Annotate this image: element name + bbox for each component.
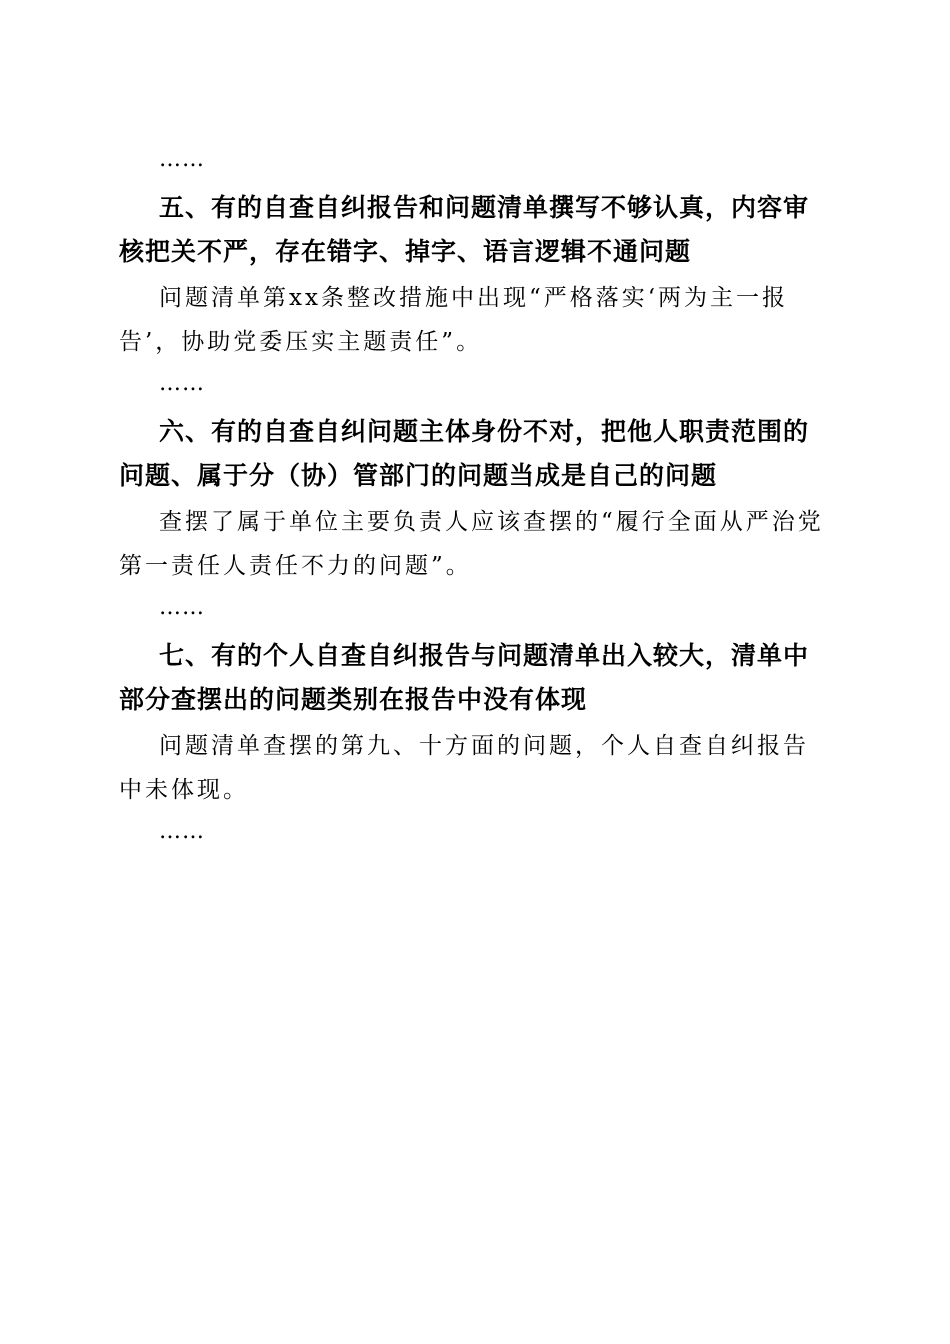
section-heading: 七、有的个人自查自纠报告与问题清单出入较大，清单中部分查摆出的问题类别在报告中没有体现 xyxy=(119,641,810,714)
section-7 xyxy=(119,634,831,852)
section-heading: 六、有的自查自纠问题主体身份不对，把他人职责范围的问题、属于分（协）管部门的问题当成是自己的问题 xyxy=(119,417,810,490)
section-body: 查摆了属于单位主要负责人应该查摆的“履行全面从严治党第一责任人责任不力的问题”。 xyxy=(119,509,824,579)
section-ellipsis: …… xyxy=(159,819,205,844)
section-ellipsis: …… xyxy=(159,595,205,620)
section-heading: 五、有的自查自纠报告和问题清单撰写不够认真，内容审核把关不严，存在错字、掉字、语言逻辑不通问题 xyxy=(119,193,810,266)
section-6 xyxy=(119,410,831,628)
leading-ellipsis: …… xyxy=(159,147,205,172)
section-5 xyxy=(119,186,831,404)
document-content xyxy=(119,140,831,852)
section-ellipsis: …… xyxy=(159,371,205,396)
section-body: 问题清单第xx条整改措施中出现“严格落实‘两为主一报告’，协助党委压实主题责任”。 xyxy=(119,285,789,355)
section-body: 问题清单查摆的第九、十方面的问题，个人自查自纠报告中未体现。 xyxy=(119,733,809,803)
